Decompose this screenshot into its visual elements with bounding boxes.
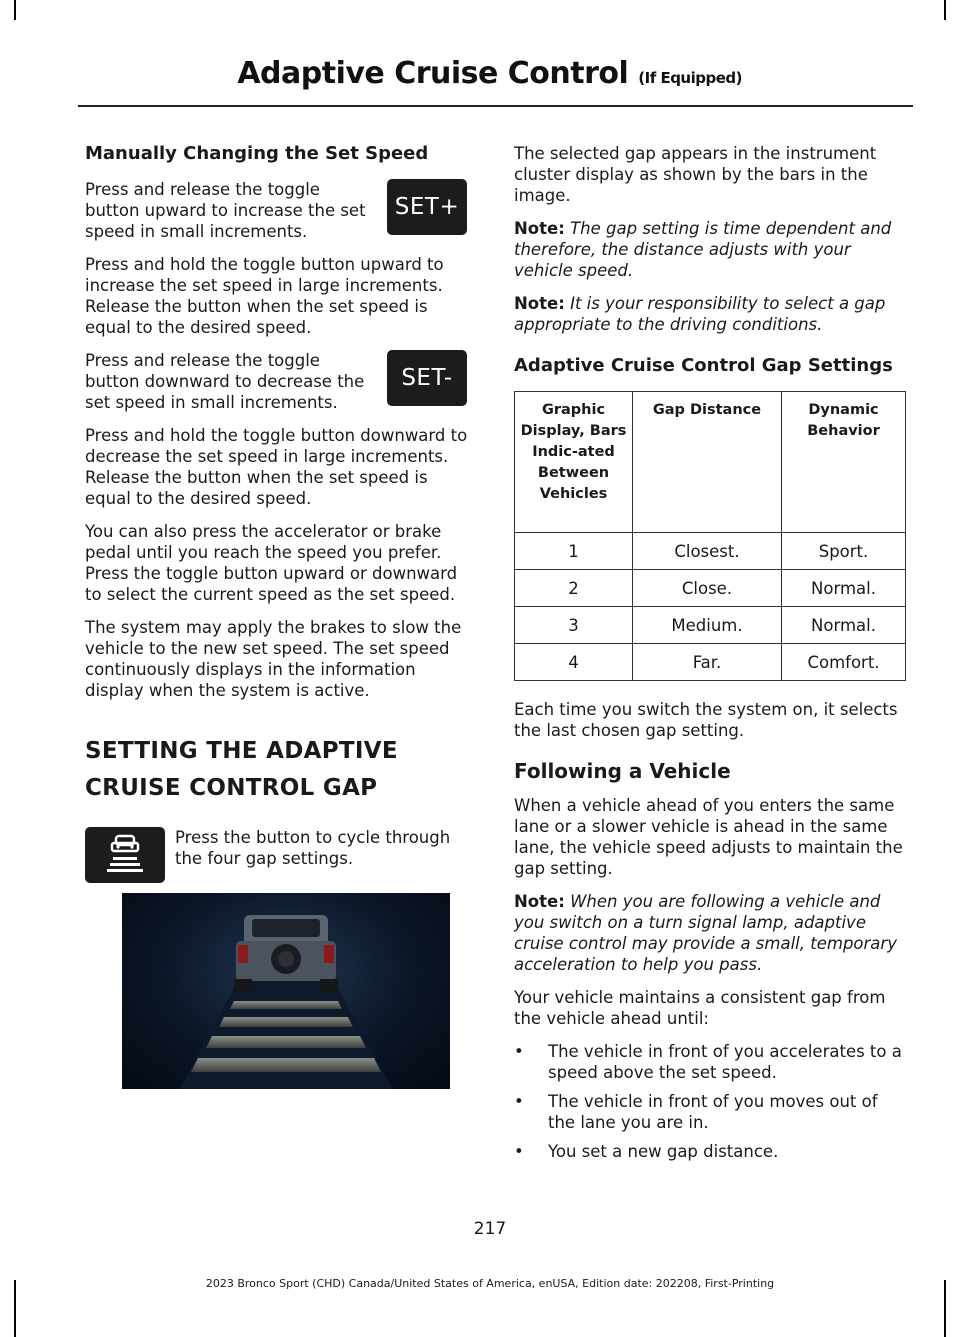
paragraph-following: When a vehicle ahead of you enters the same lane or a slower vehicle is ahead in the same lane, the vehicle speed adjusts to maintain the gap setting. (514, 796, 903, 878)
table-cell-bars: 1 (515, 533, 633, 570)
list-item: • The vehicle in front of you accelerates to a speed above the set speed. (514, 1041, 908, 1083)
table-header-row (515, 392, 906, 533)
note-time-dependent (514, 218, 908, 281)
paragraph-maintains-gap: Your vehicle maintains a consistent gap from the vehicle ahead until: (514, 988, 886, 1028)
note-label: Note: (514, 294, 565, 313)
note-text: The gap setting is time dependent and therefore, the distance adjusts with your vehicle speed. (514, 219, 892, 280)
note-text: When you are following a vehicle and you switch on a turn signal lamp, adaptive cruise control may provide a small, temporary acceleration to help you pass. (514, 892, 897, 974)
paragraph-decrease-large: Press and hold the toggle button downward to decrease the set speed in large increments. Release the button when the set speed is equal to the desired speed. (85, 426, 468, 508)
note-turn-signal (514, 891, 908, 975)
page-header-title (237, 56, 742, 91)
section-heading-setting-gap-line1: SETTING THE ADAPTIVE (85, 738, 398, 764)
vehicle-gap-illustration-svg (122, 893, 450, 1089)
gap-setting-icon (85, 827, 165, 883)
paragraph-cycle-gap: Press the button to cycle through the four gap settings. (175, 828, 451, 868)
note-label: Note: (514, 219, 565, 238)
gap-settings-table (514, 391, 906, 681)
list-item: • You set a new gap distance. (514, 1141, 908, 1162)
set-minus-block (85, 350, 475, 413)
section-heading-setting-gap-line2: CRUISE CONTROL GAP (85, 775, 378, 801)
paragraph-accelerator: You can also press the accelerator or brake pedal until you reach the speed you prefer. Press the toggle button upward or downward to select the current speed as the set speed. (85, 522, 458, 604)
column-header-dynamic-behavior: Dynamic Behavior (782, 392, 906, 533)
table-cell-bars: 3 (515, 607, 633, 644)
table-row (515, 644, 906, 681)
list-item: • The vehicle in front of you moves out of the lane you are in. (514, 1091, 908, 1133)
note-responsibility (514, 293, 908, 335)
footer-edition-text: 2023 Bronco Sport (CHD) Canada/United States of America, enUSA, Edition date: 202208, First-Printing (205, 1277, 775, 1290)
set-plus-icon: SET+ (387, 179, 467, 235)
note-label: Note: (514, 892, 565, 911)
table-cell-dynamic-behavior: Comfort. (782, 644, 906, 681)
paragraph-brakes: The system may apply the brakes to slow the vehicle to the new set speed. The set speed continuously displays in the information display when the system is active. (85, 618, 462, 700)
table-cell-dynamic-behavior: Normal. (782, 607, 906, 644)
table-cell-dynamic-behavior: Sport. (782, 533, 906, 570)
gap-button-block (85, 827, 475, 889)
note-text: It is your responsibility to select a gap appropriate to the driving conditions. (514, 294, 886, 334)
table-row (515, 533, 906, 570)
vehicle-gap-bars-illustration (122, 893, 450, 1089)
page-number: 217 (473, 1219, 507, 1239)
paragraph-increase-large: Press and hold the toggle button upward to increase the set speed in large increments. Release the button when the set speed is equal to the desired speed. (85, 255, 444, 337)
table-row (515, 570, 906, 607)
table-row (515, 607, 906, 644)
section-heading-manual-set-speed: Manually Changing the Set Speed (85, 143, 429, 164)
crop-mark-top-left (14, 0, 16, 20)
table-heading: Adaptive Cruise Control Gap Settings (514, 355, 893, 376)
paragraph-selected-gap: The selected gap appears in the instrument cluster display as shown by the bars in the image. (514, 144, 877, 205)
paragraph-last-gap: Each time you switch the system on, it selects the last chosen gap setting. (514, 700, 898, 740)
table-cell-gap-distance: Far. (633, 644, 782, 681)
table-cell-gap-distance: Closest. (633, 533, 782, 570)
header-title-suffix: (If Equipped) (638, 69, 742, 87)
left-column (85, 143, 475, 1089)
crop-mark-top-right (944, 0, 946, 20)
table-cell-gap-distance: Close. (633, 570, 782, 607)
column-header-graphic-display: Graphic Display, Bars Indic-ated Between Vehicles (515, 392, 633, 533)
table-cell-gap-distance: Medium. (633, 607, 782, 644)
section-heading-setting-gap (85, 733, 475, 807)
gap-car-bars-icon (103, 832, 147, 878)
set-plus-block (85, 179, 475, 242)
header-divider (78, 105, 913, 107)
paragraph-decrease-small: Press and release the toggle button downward to decrease the set speed in small increments. (85, 351, 365, 412)
column-header-gap-distance: Gap Distance (633, 392, 782, 533)
table-cell-dynamic-behavior: Normal. (782, 570, 906, 607)
table-cell-bars: 4 (515, 644, 633, 681)
header-title-text: Adaptive Cruise Control (237, 56, 629, 91)
table-cell-bars: 2 (515, 570, 633, 607)
section-heading-following-vehicle: Following a Vehicle (514, 759, 731, 783)
right-column (514, 143, 908, 1170)
maintain-gap-conditions-list (514, 1041, 908, 1162)
set-minus-icon: SET- (387, 350, 467, 406)
paragraph-increase-small: Press and release the toggle button upward to increase the set speed in small increments. (85, 180, 366, 241)
